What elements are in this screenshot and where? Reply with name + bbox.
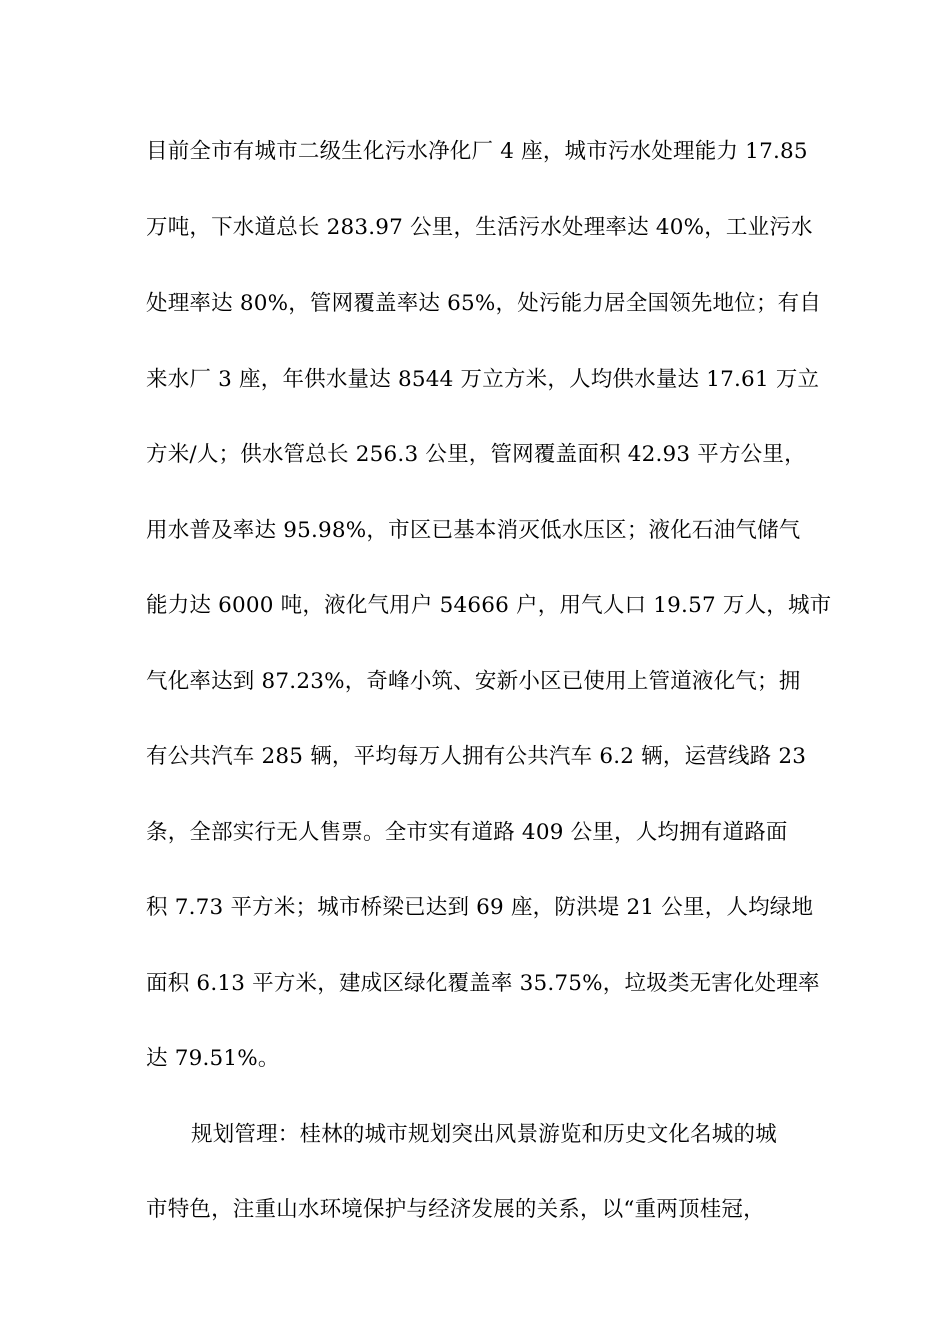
text-line: 方米/人；供水管总长 256.3 公里，管网覆盖面积 42.93 平方公里，: [146, 442, 806, 467]
text-line: 面积 6.13 平方米，建成区绿化覆盖率 35.75%，垃圾类无害化处理率: [146, 971, 820, 996]
text-line: 万吨，下水道总长 283.97 公里，生活污水处理率达 40%，工业污水: [146, 215, 813, 240]
text-line: 有公共汽车 285 辆，平均每万人拥有公共汽车 6.2 辆，运营线路 23: [146, 744, 807, 769]
text-line: 目前全市有城市二级生化污水净化厂 4 座，城市污水处理能力 17.85: [146, 139, 808, 164]
text-line: 积 7.73 平方米；城市桥梁已达到 69 座，防洪堤 21 公里，人均绿地: [146, 895, 814, 920]
text-line: 用水普及率达 95.98%，市区已基本消灭低水压区；液化石油气储气: [146, 518, 801, 543]
text-line: 能力达 6000 吨，液化气用户 54666 户，用气人口 19.57 万人，城市: [146, 593, 832, 618]
text-line: 达 79.51%。: [146, 1046, 280, 1071]
text-line: 条，全部实行无人售票。全市实有道路 409 公里，人均拥有道路面: [146, 820, 788, 845]
text-line: 市特色，注重山水环境保护与经济发展的关系，以“重两顶桂冠，: [146, 1197, 765, 1222]
text-line: 气化率达到 87.23%，奇峰小筑、安新小区已使用上管道液化气；拥: [146, 669, 801, 694]
text-line: 来水厂 3 座，年供水量达 8544 万立方米，人均供水量达 17.61 万立: [146, 367, 820, 392]
text-line: 处理率达 80%，管网覆盖率达 65%，处污能力居全国领先地位；有自: [146, 291, 822, 316]
text-line: 规划管理：桂林的城市规划突出风景游览和历史文化名城的城: [191, 1122, 777, 1147]
